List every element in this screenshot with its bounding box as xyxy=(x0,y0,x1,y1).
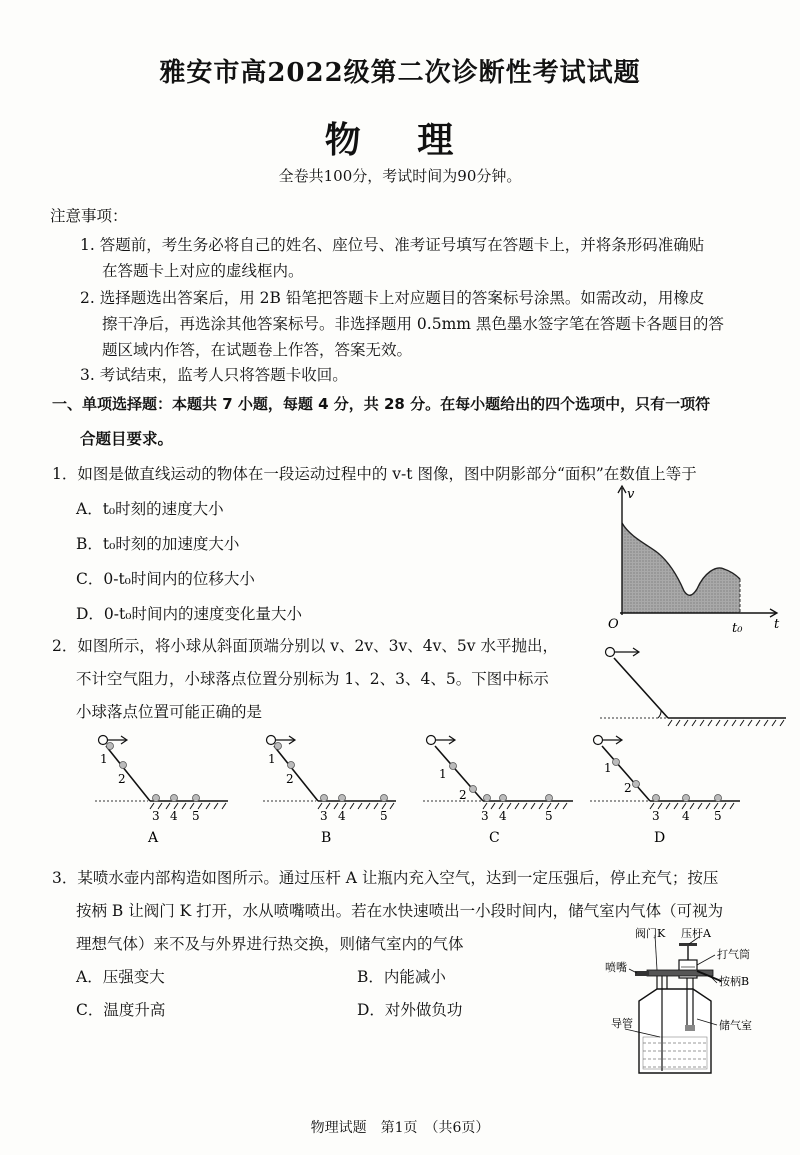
q1-option-a: A．t₀时刻的速度大小 xyxy=(76,500,224,518)
q3-option-d: D．对外做负功 xyxy=(357,1001,463,1019)
q2-figure-c xyxy=(423,728,583,846)
label-valve: 阀门K xyxy=(635,927,666,940)
q1-option-c: C．0-t₀时间内的位移大小 xyxy=(76,570,255,588)
fig-b-label-3: 3 xyxy=(320,809,328,823)
fig-a-label-2: 2 xyxy=(118,772,126,786)
graph-v-label: v xyxy=(627,487,635,502)
label-chamber: 储气室 xyxy=(719,1019,752,1032)
fig-c-label-1: 1 xyxy=(439,767,447,781)
page-footer: 物理试题 第1页 （共6页） xyxy=(310,1120,490,1136)
label-pump: 打气筒 xyxy=(717,948,750,961)
q3-option-c: C．温度升高 xyxy=(76,1001,166,1019)
subject-title: 物 理 xyxy=(324,119,476,161)
notice-line: 1. 答题前，考生务必将自己的姓名、座位号、准考证号填写在答题卡上，并将条形码准确贴 xyxy=(80,236,705,254)
fig-a-letter: A xyxy=(148,830,159,846)
fig-b-label-4: 4 xyxy=(338,809,346,823)
fig-b-letter: B xyxy=(321,830,332,846)
fig-a-label-3: 3 xyxy=(152,809,160,823)
label-nozzle: 喷嘴 xyxy=(605,961,627,974)
fig-d-letter: D xyxy=(654,830,666,846)
notice-heading: 注意事项： xyxy=(50,207,128,225)
exam-meta: 全卷共100分，考试时间为90分钟。 xyxy=(278,167,522,185)
q2-stem-line: 2．如图所示，将小球从斜面顶端分别以 v、2v、3v、4v、5v 水平抛出， xyxy=(52,637,558,655)
fig-a-label-4: 4 xyxy=(170,809,178,823)
q2-figure-b xyxy=(258,728,398,846)
q1-vt-graph xyxy=(600,485,785,635)
q3-sprayer-diagram xyxy=(605,925,790,1090)
graph-t0-label: t₀ xyxy=(732,621,743,636)
q2-stem-line: 不计空气阻力，小球落点位置分别标为 1、2、3、4、5。下图中标示 xyxy=(76,670,549,688)
fig-d-label-5: 5 xyxy=(714,809,722,823)
fig-b-label-2: 2 xyxy=(286,772,294,786)
q1-stem: 1．如图是做直线运动的物体在一段运动过程中的 v-t 图像，图中阴影部分“面积”在数值上等于 xyxy=(52,465,697,483)
label-handle: 按柄B xyxy=(719,975,750,988)
q2-figure-d xyxy=(590,728,750,846)
fig-c-letter: C xyxy=(489,830,500,846)
fig-c-label-4: 4 xyxy=(499,809,507,823)
exam-title: 雅安市高2022级第二次诊断性考试试题 xyxy=(159,58,641,88)
fig-a-label-1: 1 xyxy=(100,752,108,766)
q1-option-b: B．t₀时刻的加速度大小 xyxy=(76,535,240,553)
fig-d-label-3: 3 xyxy=(652,809,660,823)
label-tube: 导管 xyxy=(611,1017,633,1030)
q2-incline-diagram xyxy=(600,638,790,728)
fig-c-label-2: 2 xyxy=(459,788,467,802)
notice-line: 在答题卡上对应的虚线框内。 xyxy=(102,262,304,280)
fig-b-label-1: 1 xyxy=(268,752,276,766)
notice-line: 题区域内作答，在试题卷上作答，答案无效。 xyxy=(102,341,413,359)
q3-stem-line: 3．某喷水壶内部构造如图所示。通过压杆 A 让瓶内充入空气，达到一定压强后，停止充气；按压 xyxy=(52,869,719,887)
graph-t-label: t xyxy=(774,617,780,632)
q1-option-d: D．0-t₀时间内的速度变化量大小 xyxy=(76,605,302,623)
label-press-rod: 压杆A xyxy=(681,927,711,940)
q3-option-b: B．内能减小 xyxy=(357,968,446,986)
notice-line: 擦干净后，再选涂其他答案标号。非选择题用 0.5mm 黑色墨水签字笔在答题卡各题目的答 xyxy=(102,315,724,333)
fig-c-label-5: 5 xyxy=(545,809,553,823)
graph-origin-label: O xyxy=(608,617,619,632)
section-heading: 一、单项选择题：本题共 7 小题，每题 4 分，共 28 分。在每小题给出的四个选项中，只有一项符 xyxy=(52,395,711,413)
notice-line: 2. 选择题选出答案后，用 2B 铅笔把答题卡上对应题目的答案标号涂黑。如需改动，用橡皮 xyxy=(80,289,705,307)
fig-d-label-4: 4 xyxy=(682,809,690,823)
q2-stem-line: 小球落点位置可能正确的是 xyxy=(76,703,263,721)
fig-c-label-3: 3 xyxy=(481,809,489,823)
fig-d-label-2: 2 xyxy=(624,781,632,795)
q2-figure-a xyxy=(90,728,230,846)
fig-b-label-5: 5 xyxy=(380,809,388,823)
fig-a-label-5: 5 xyxy=(192,809,200,823)
q3-stem-line: 理想气体）来不及与外界进行热交换，则储气室内的气体 xyxy=(76,935,464,953)
notice-line: 3. 考试结束，监考人只将答题卡收回。 xyxy=(80,366,348,384)
section-heading-cont: 合题目要求。 xyxy=(80,430,174,448)
fig-d-label-1: 1 xyxy=(604,761,612,775)
q3-option-a: A．压强变大 xyxy=(76,968,165,986)
q3-stem-line: 按柄 B 让阀门 K 打开，水从喷嘴喷出。若在水快速喷出一小段时间内，储气室内气体（可视为 xyxy=(76,902,724,920)
